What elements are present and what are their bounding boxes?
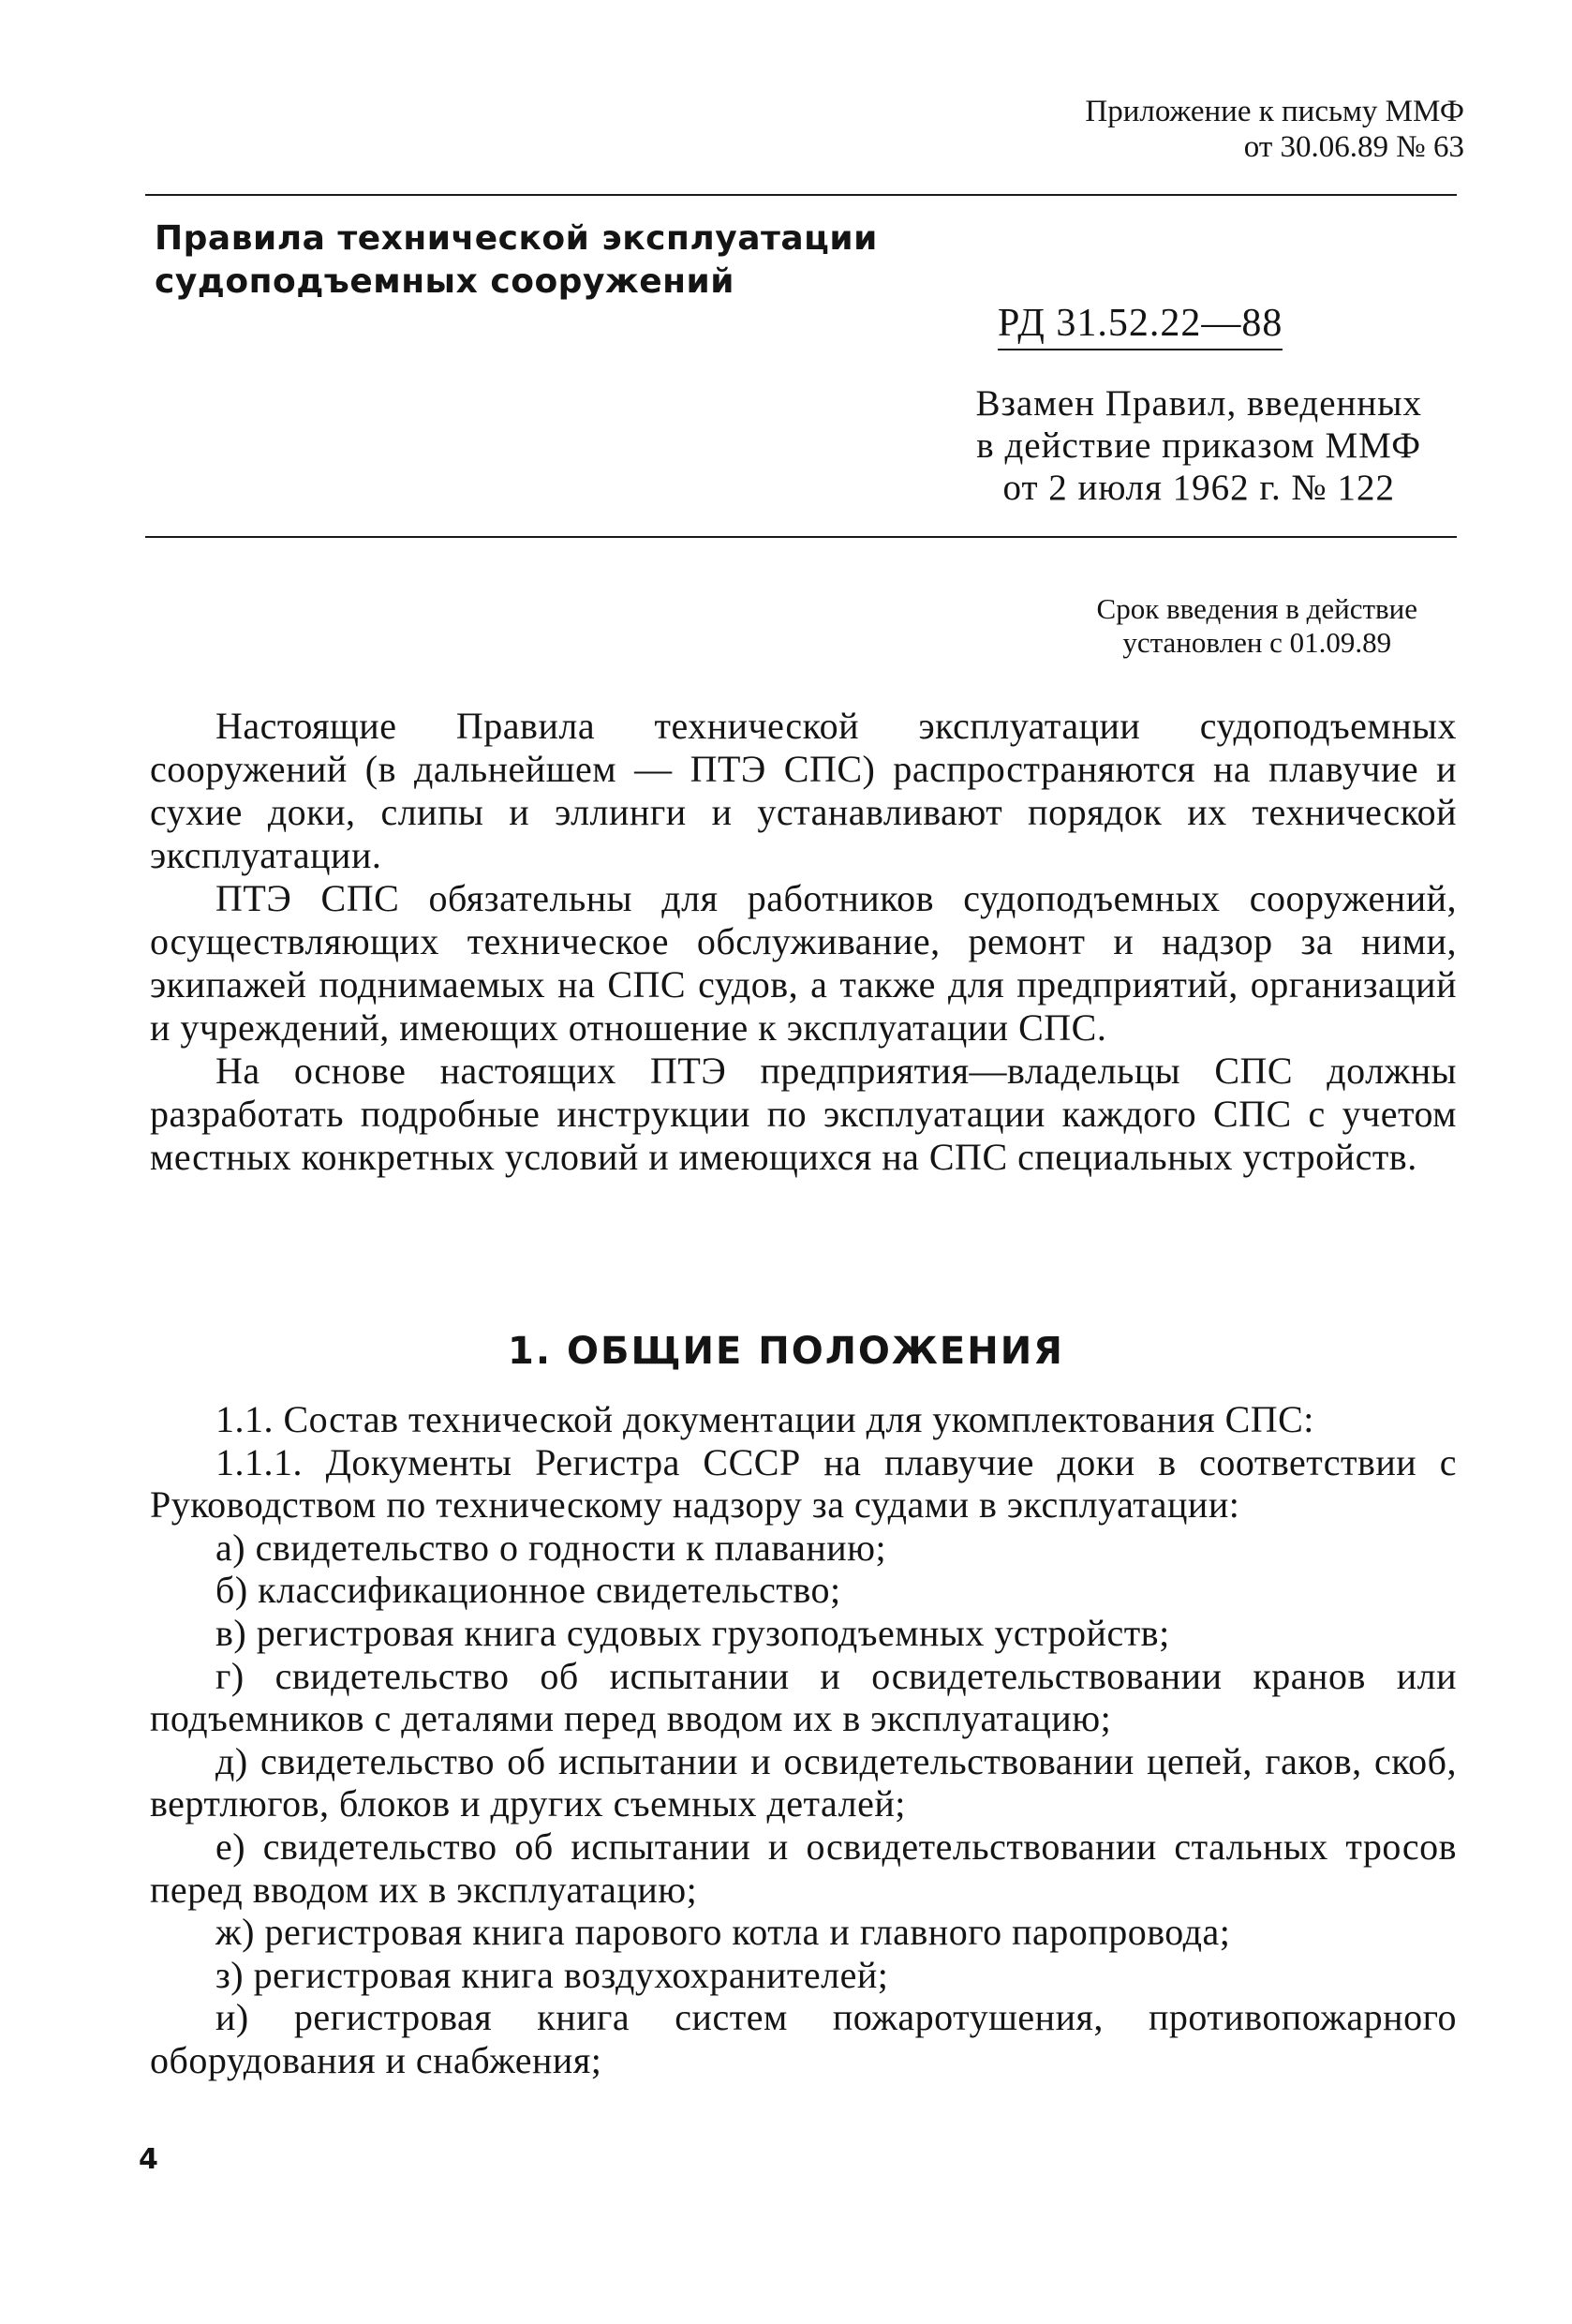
document-title xyxy=(155,217,878,304)
appendix-note-line-1: Приложение к письму ММФ xyxy=(1085,95,1464,128)
document-title-line-2: судоподъемных сооружений xyxy=(155,262,734,301)
document-title-line-1: Правила технической эксплуатации xyxy=(155,219,878,258)
section-paragraph: 1.1.1. Документы Регистра СССР на плавучие доки в соответствии с Руководством по техническому надзору за судами в эксплуатации: xyxy=(150,1440,1457,1527)
effective-date-note xyxy=(1097,592,1417,660)
list-item: а) свидетельство о годности к плаванию; xyxy=(215,1526,887,1569)
appendix-note xyxy=(1085,94,1464,165)
section-heading: 1. ОБЩИЕ ПОЛОЖЕНИЯ xyxy=(508,1330,1064,1373)
intro-text xyxy=(150,705,1457,1179)
effective-line-1: Срок введения в действие xyxy=(1096,592,1417,625)
list-item: б) классификационное свидетельство; xyxy=(215,1569,841,1612)
effective-line-2: установлен с 01.09.89 xyxy=(1122,626,1392,659)
page-number: 4 xyxy=(139,2143,158,2176)
appendix-note-line-2: от 30.06.89 № 63 xyxy=(1243,130,1464,164)
section-text xyxy=(150,1398,1457,2082)
list-item: з) регистровая книга воздухохранителей; xyxy=(215,1953,889,1996)
list-item: ж) регистровая книга парового котла и главного паропровода; xyxy=(215,1911,1231,1954)
list-item: г) свидетельство об испытании и освидетельствовании кранов или подъемников с деталями перед вводом их в эксплуатацию; xyxy=(150,1654,1457,1740)
intro-paragraph: Настоящие Правила технической эксплуатации судоподъемных сооружений (в дальнейшем — ПТЭ СПС) распространяются на плавучие и сухие доки, слипы и эллинги и устанавливают порядок их технической эксплуатации. xyxy=(150,705,1457,876)
list-item: и) регистровая книга систем пожаротушения, противопожарного оборудования и снабжения; xyxy=(150,1996,1457,2081)
list-item: д) свидетельство об испытании и освидетельствовании цепей, гаков, скоб, вертлюгов, блоков и других съемных деталей; xyxy=(150,1739,1457,1825)
replaces-note xyxy=(975,382,1422,509)
document-code: РД 31.52.22—88 xyxy=(998,300,1283,350)
section-paragraph: 1.1. Состав технической документации для укомплектования СПС: xyxy=(215,1398,1314,1440)
replaces-line-3: от 2 июля 1962 г. № 122 xyxy=(1002,468,1395,508)
replaces-line-2: в действие приказом ММФ xyxy=(976,425,1422,466)
bottom-divider xyxy=(145,536,1457,538)
intro-paragraph: На основе настоящих ПТЭ предприятия—владельцы СПС должны разработать подробные инструкции по эксплуатации каждого СПС с учетом местных конкретных условий и имеющихся на СПС специальных устройств. xyxy=(150,1050,1457,1178)
replaces-line-1: Взамен Правил, введенных xyxy=(975,383,1422,424)
intro-paragraph: ПТЭ СПС обязательны для работников судоподъемных сооружений, осуществляющих техническое обслуживание, ремонт и надзор за ними, экипажей поднимаемых на СПС судов, а также для предприятий, организаций и учреждений, имеющих отношение к эксплуатации СПС. xyxy=(150,877,1457,1049)
list-item: е) свидетельство об испытании и освидетельствовании стальных тросов перед вводом их в эксплуатацию; xyxy=(150,1825,1457,1911)
top-divider xyxy=(145,194,1457,196)
list-item: в) регистровая книга судовых грузоподъемных устройств; xyxy=(215,1611,1170,1654)
